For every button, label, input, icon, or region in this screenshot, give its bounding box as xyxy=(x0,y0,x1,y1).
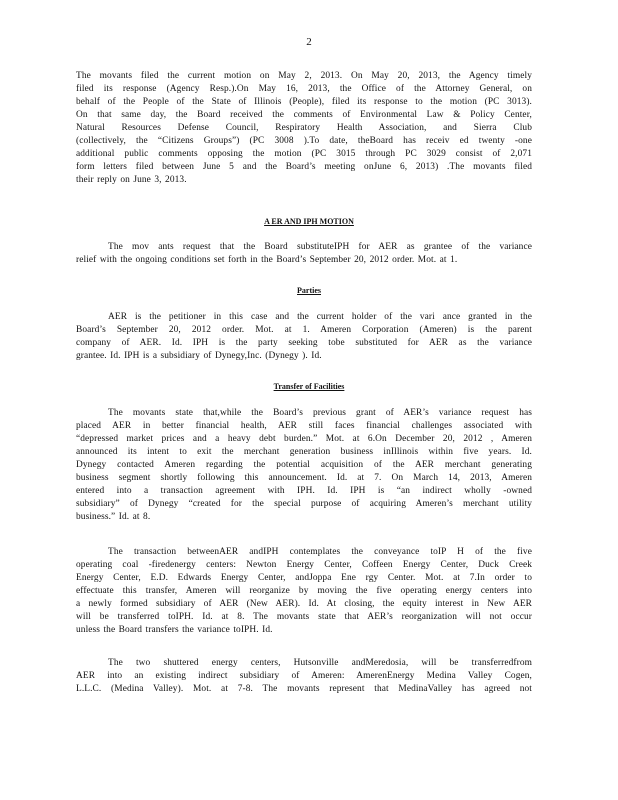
paragraph-transfer-background xyxy=(76,407,532,524)
paragraph-transaction xyxy=(76,546,532,637)
text-line: their reply on June 3, 2013. xyxy=(76,175,187,185)
text-line: operating coal -firedenergy centers: Newton Energy Center, Coffeen Energy Center, Duck Creek xyxy=(76,560,532,570)
text-line: The transaction betweenAER andIPH contemplates the conveyance toIP H of the five xyxy=(108,547,532,557)
text-line: grantee. Id. IPH is a subsidiary of Dynegy,Inc. (Dynegy ). Id. xyxy=(76,351,322,361)
text-line: “depressed market prices and a heavy debt burden.” Mot. at 6.On December 20, 2012 , Ameren xyxy=(76,434,532,444)
text-line: placed AER in better financial health, AER still faces financial challenges associated with xyxy=(76,421,532,431)
text-line: unless the Board transfers the variance toIPH. Id. xyxy=(76,625,273,635)
section-heading-transfer-text: Transfer of Facilities xyxy=(273,382,345,391)
paragraph-request xyxy=(76,241,532,267)
section-heading-parties-text: Parties xyxy=(297,286,321,295)
section-heading-motion-text: A ER AND IPH MOTION xyxy=(264,217,354,226)
text-line: On that same day, the Board received the comments of Environmental Law & Policy Center, xyxy=(76,110,532,120)
text-line: behalf of the People of the State of Illinois (People), filed its response to the motion (PC 3013). xyxy=(76,97,532,107)
text-line: business segment shortly following this announcement. Id. at 7. On March 14, 2013, Ameren xyxy=(76,473,532,483)
page-number: 2 xyxy=(306,36,312,48)
text-line: a newly formed subsidiary of AER (New AER). Id. At closing, the equity interest in New AER xyxy=(76,599,532,609)
text-line: will be transferred toIPH. Id. at 8. The movants state that AER’s reorganization will not occur xyxy=(76,612,532,622)
text-line: AER into an existing indirect subsidiary of Ameren: AmerenEnergy Medina Valley Cogen, xyxy=(76,671,532,681)
text-line: AER is the petitioner in this case and the current holder of the vari ance granted in the xyxy=(108,312,532,322)
text-line: The movants state that,while the Board’s previous grant of AER’s variance request has xyxy=(108,408,532,418)
text-line: (collectively, the “Citizens Groups”) (PC 3008 ).To date, theBoard has receiv ed twenty -one xyxy=(76,136,532,146)
text-line: relief with the ongoing conditions set forth in the Board’s September 20, 2012 order. Mot. at 1. xyxy=(76,255,458,265)
text-line: subsidiary” of Dynegy “created for the special purpose of acquiring Ameren’s merchant utility xyxy=(76,499,532,509)
text-line: L.L.C. (Medina Valley). Mot. at 7-8. The movants represent that MedinaValley has agreed not xyxy=(76,684,532,694)
text-line: effectuate this transfer, Ameren will reorganize by moving the five operating energy centers into xyxy=(76,586,532,596)
text-line: The two shuttered energy centers, Hutsonville andMeredosia, will be transferredfrom xyxy=(108,658,532,668)
text-line: announced its intent to exit the merchant generation business inIllinois within five years. Id. xyxy=(76,447,532,457)
text-line: filed its response (Agency Resp.).On May 16, 2013, the Office of the Attorney General, on xyxy=(76,84,532,94)
text-line: business.” Id. at 8. xyxy=(76,512,151,522)
paragraph-parties xyxy=(76,311,532,363)
section-heading-transfer xyxy=(0,382,618,391)
text-line: Dynegy contacted Ameren regarding the potential acquisition of the AER merchant generating xyxy=(76,460,532,470)
text-line: additional public comments opposing the motion (PC 3015 through PC 3029 consist of 2,071 xyxy=(76,149,532,159)
text-line: form letters filed between June 5 and the Board’s meeting onJune 6, 2013) .The movants filed xyxy=(76,162,532,172)
text-line: The movants filed the current motion on May 2, 2013. On May 20, 2013, the Agency timely xyxy=(76,71,532,81)
text-line: Board’s September 20, 2012 order. Mot. at 1. Ameren Corporation (Ameren) is the parent xyxy=(76,325,532,335)
text-line: Energy Center, E.D. Edwards Energy Center, andJoppa Ene rgy Center. Mot. at 7.In order to xyxy=(76,573,532,583)
section-heading-motion xyxy=(0,217,618,226)
paragraph-procedural-history xyxy=(76,70,532,187)
text-line: company of AER. Id. IPH is the party seeking tobe substituted for AER as the variance xyxy=(76,338,532,348)
text-line: The mov ants request that the Board substituteIPH for AER as grantee of the variance xyxy=(108,242,532,252)
text-line: entered into a transaction agreement with IPH. Id. IPH is “an indirect wholly -owned xyxy=(76,486,532,496)
section-heading-parties xyxy=(0,286,618,295)
paragraph-shuttered-centers xyxy=(76,657,532,696)
text-line: Natural Resources Defense Council, Respiratory Health Association, and Sierra Club xyxy=(76,123,532,133)
